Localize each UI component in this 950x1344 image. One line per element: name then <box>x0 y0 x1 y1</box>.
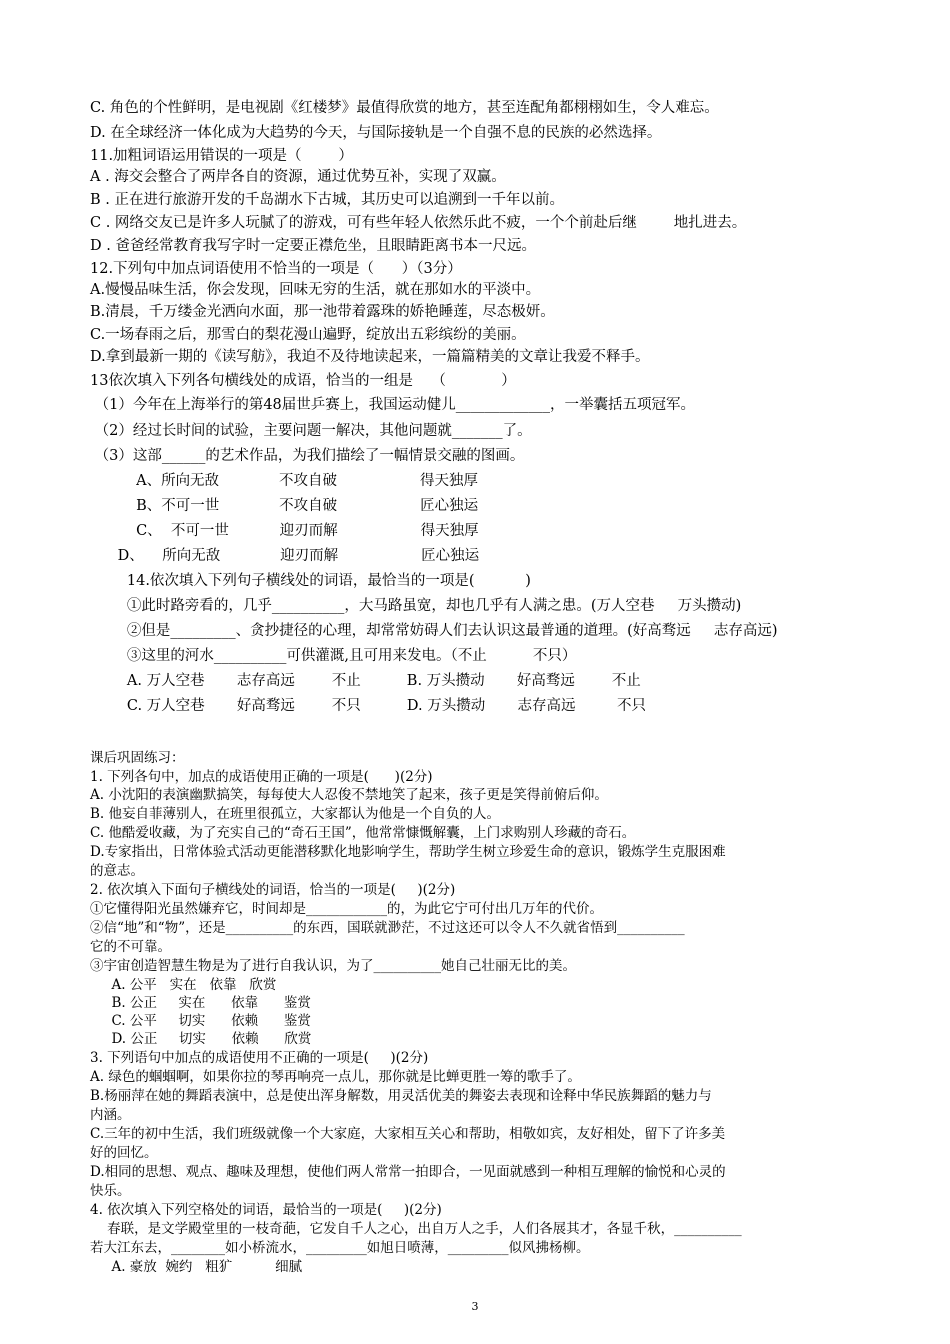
question-line: D.专家指出，日常体验式活动更能潜移默化地影响学生，帮助学生树立珍爱生命的意识，锻炼学生克服困难 <box>90 844 726 860</box>
question-line: 12.下列句中加点词语使用不恰当的一项是（ ）（3分） <box>90 261 462 277</box>
question-line: A. 小沈阳的表演幽默搞笑，每每使大人忍俊不禁地笑了起来，孩子更是笑得前俯后仰。 <box>90 787 608 803</box>
question-line: 的意志。 <box>90 863 144 879</box>
question-line: B.杨丽萍在她的舞蹈表演中，总是使出浑身解数，用灵活优美的舞姿去表现和诠释中华民族舞蹈的魅力与 <box>90 1088 712 1104</box>
question-line: D . 爸爸经常教育我写字时一定要正襟危坐，且眼睛距离书本一尺远。 <box>90 238 536 254</box>
option-line: A. 豪放 婉约 粗犷 细腻 <box>90 1259 303 1275</box>
question-line: 好的回忆。 <box>90 1145 158 1161</box>
option-line: D、 所向无敌 迎刃而解 匠心独运 <box>90 548 480 564</box>
question-line: D. 在全球经济一体化成为大趋势的今天，与国际接轨是一个自强不息的民族的必然选择。 <box>90 125 662 141</box>
question-line: 1. 下列各句中，加点的成语使用正确的一项是( )(2分) <box>90 769 433 785</box>
question-line: 4. 依次填入下列空格处的词语，最恰当的一项是( )(2分) <box>90 1202 442 1218</box>
question-line: C. 角色的个性鲜明，是电视剧《红楼梦》最值得欣赏的地方，甚至连配角都栩栩如生，令人难忘。 <box>90 100 719 116</box>
question-line: C.一场春雨之后，那雪白的梨花漫山遍野，绽放出五彩缤纷的美丽。 <box>90 327 526 343</box>
section-heading: 课后巩固练习： <box>90 750 185 766</box>
question-line: 13依次填入下列各句横线处的成语，恰当的一组是 （ ） <box>90 373 516 389</box>
question-line: B . 正在进行旅游开发的千岛湖水下古城，其历史可以追溯到一千年以前。 <box>90 192 564 208</box>
option-line: C. 万人空巷 好高骛远 不只 D. 万头攒动 志存高远 不只 <box>90 698 646 714</box>
option-line: C、 不可一世 迎刃而解 得天独厚 <box>90 523 479 539</box>
question-line: A . 海交会整合了两岸各自的资源，通过优势互补，实现了双赢。 <box>90 169 506 185</box>
question-line: ②信“地”和“物”，还是__________的东西，国联就渺茫，不过这还可以令人不久就省悟到__________ <box>90 920 685 936</box>
question-line: A. 绿色的蝈蝈啊，如果你拉的琴再响亮一点儿，那你就是比蝉更胜一筹的歌手了。 <box>90 1069 581 1085</box>
question-line: （2）经过长时间的试验，主要问题一解决，其他问题就_______了。 <box>90 423 532 439</box>
question-line: C . 网络交友已是许多人玩腻了的游戏，可有些年轻人依然乐此不疲，一个个前赴后继 地扎进去。 <box>90 215 747 231</box>
option-line: A. 万人空巷 志存高远 不止 B. 万头攒动 好高骛远 不止 <box>90 673 641 689</box>
question-line: ①它懂得阳光虽然嫌弃它，时间却是____________的，为此它宁可付出几万年的代价。 <box>90 901 603 917</box>
question-line: （1）今年在上海举行的第48届世乒赛上，我国运动健儿_____________，一举囊括五项冠军。 <box>90 397 696 413</box>
question-line: 内涵。 <box>90 1107 131 1123</box>
page-number: 3 <box>471 1300 479 1313</box>
question-line: 它的不可靠。 <box>90 939 171 955</box>
question-line: B. 他妄自菲薄别人，在班里很孤立，大家都认为他是一个自负的人。 <box>90 806 501 822</box>
question-line: D.拿到最新一期的《读写舫》，我迫不及待地读起来，一篇篇精美的文章让我爱不释手。 <box>90 349 650 365</box>
question-line: D.相同的思想、观点、趣味及理想，使他们两人常常一拍即合，一见面就感到一种相互理解的愉悦和心灵的 <box>90 1164 726 1180</box>
option-line: B、不可一世 不攻自破 匠心独运 <box>90 498 479 514</box>
option-line: B. 公正 实在 依靠 鉴赏 <box>90 995 311 1011</box>
question-line: 若大江东去，________如小桥流水，_________如旭日喷薄，_________似风拂杨柳。 <box>90 1240 590 1256</box>
option-line: C. 公平 切实 依赖 鉴赏 <box>90 1013 311 1029</box>
question-line: 春联，是文学殿堂里的一枝奇葩，它发自千人之心，出自万人之手，人们各展其才，各显千秋，__________ <box>90 1221 742 1237</box>
question-line: B.清晨，千万缕金光洒向水面，那一池带着露珠的娇艳睡莲，尽态极妍。 <box>90 304 555 320</box>
question-line: 快乐。 <box>90 1183 131 1199</box>
question-line: ①此时路旁看的，几乎__________，大马路虽宽，却也几乎有人满之患。(万人空巷 万头攒动) <box>90 598 742 614</box>
option-line: D. 公正 切实 依赖 欣赏 <box>90 1031 312 1047</box>
question-line: C.三年的初中生活，我们班级就像一个大家庭，大家相互关心和帮助，相敬如宾，友好相处，留下了许多美 <box>90 1126 726 1142</box>
question-line: ③宇宙创造智慧生物是为了进行自我认识，为了__________她自己壮丽无比的美。 <box>90 958 576 974</box>
question-line: 3. 下列语句中加点的成语使用不正确的一项是( )(2分) <box>90 1050 429 1066</box>
question-line: 11.加粗词语运用错误的一项是（ ） <box>90 148 353 164</box>
question-line: C. 他酷爱收藏，为了充实自己的“奇石王国”，他常常慷慨解囊，上门求购别人珍藏的奇石。 <box>90 825 636 841</box>
question-line: （3）这部______的艺术作品，为我们描绘了一幅情景交融的图画。 <box>90 448 525 464</box>
question-line: 14.依次填入下列句子横线处的词语，最恰当的一项是( ) <box>90 573 531 589</box>
question-line: ②但是_________、贪抄捷径的心理，却常常妨碍人们去认识这最普通的道理。(好高骛远 志存高远) <box>90 623 778 639</box>
option-line: A、所向无敌 不攻自破 得天独厚 <box>90 473 478 489</box>
question-line: A.慢慢品味生活，你会发现，回味无穷的生活，就在那如水的平淡中。 <box>90 282 541 298</box>
option-line: A. 公平 实在 依靠 欣赏 <box>90 977 277 993</box>
question-line: ③这里的河水__________可供灌溉,且可用来发电。（不止 不只） <box>90 648 577 664</box>
question-line: 2. 依次填入下面句子横线处的词语，恰当的一项是( )(2分) <box>90 882 456 898</box>
